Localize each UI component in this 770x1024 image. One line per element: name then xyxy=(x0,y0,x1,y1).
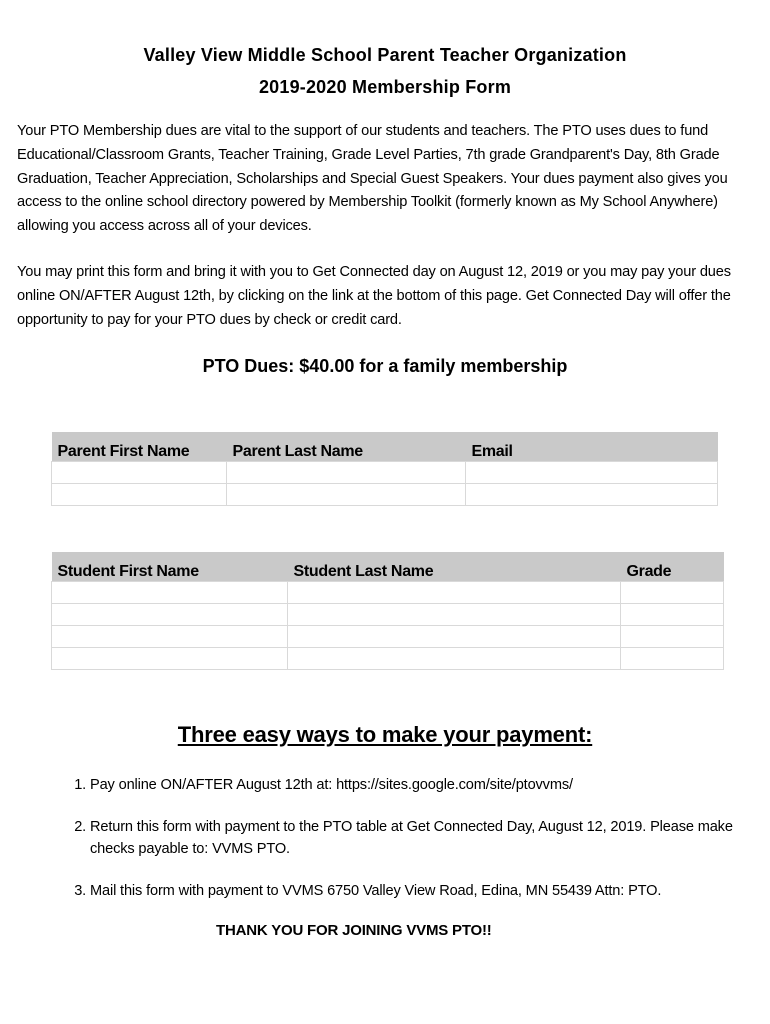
form-subtitle: 2019-2020 Membership Form xyxy=(258,77,512,97)
intro-paragraph-dues: Your PTO Membership dues are vital to the support of our students and teachers. The PTO uses dues to fund Educational/Classroom Grants, Teacher Training, Grade Level Parties, 7th grade Grandparent's Day, 8th Grade Graduation, Teacher Appreciation, Scholarships and Special Guest Speakers. Your dues payment also gives you access to the online school directory powered by Membership Toolkit (formerly known as My School Anywhere) allowing you access across all of your devices. xyxy=(17,123,728,235)
email-header: Email xyxy=(466,432,718,462)
table-row xyxy=(52,604,724,626)
table-row xyxy=(52,484,718,506)
parent-first-name-header: Parent First Name xyxy=(52,432,227,462)
intro-paragraph-instructions: You may print this form and bring it with you to Get Connected day on August 12, 2019 or you may pay your dues online ON/AFTER August 12th, by clicking on the link at the bottom of this page. Get Connected Day will offer the opportunity to pay for your PTO dues by check or credit card. xyxy=(17,264,731,328)
student-first-name-cell[interactable] xyxy=(52,582,288,604)
parent-last-name-header: Parent Last Name xyxy=(227,432,466,462)
student-first-name-cell[interactable] xyxy=(52,648,288,670)
table-row xyxy=(52,582,724,604)
thank-you-message: THANK YOU FOR JOINING VVMS PTO!! xyxy=(216,922,492,939)
student-last-name-cell[interactable] xyxy=(288,626,621,648)
payment-step-online: 1. Pay online ON/AFTER August 12th at: https://sites.google.com/site/ptovvms/ xyxy=(90,774,770,796)
student-first-name-header: Student First Name xyxy=(52,552,288,582)
payment-steps-list xyxy=(70,774,770,902)
grade-cell[interactable] xyxy=(621,626,724,648)
payment-step-mail: 3. Mail this form with payment to VVMS 6750 Valley View Road, Edina, MN 55439 Attn: PTO. xyxy=(90,880,770,902)
grade-cell[interactable] xyxy=(621,648,724,670)
student-last-name-cell[interactable] xyxy=(288,648,621,670)
parent-last-name-cell[interactable] xyxy=(227,484,466,506)
grade-cell[interactable] xyxy=(621,582,724,604)
payment-step-in-person: 2. Return this form with payment to the PTO table at Get Connected Day, August 12, 2019. Please make checks payable to: VVMS PTO. xyxy=(90,816,770,860)
student-info-table xyxy=(51,552,724,670)
page-title: Valley View Middle School Parent Teacher Organization xyxy=(143,45,627,65)
parent-first-name-cell[interactable] xyxy=(52,462,227,484)
student-last-name-cell[interactable] xyxy=(288,604,621,626)
table-row xyxy=(52,626,724,648)
payment-methods-heading: Three easy ways to make your payment: xyxy=(177,722,593,747)
student-last-name-header: Student Last Name xyxy=(288,552,621,582)
table-row xyxy=(52,462,718,484)
dues-amount-heading: PTO Dues: $40.00 for a family membership xyxy=(202,356,568,376)
table-header-row xyxy=(52,432,718,462)
student-last-name-cell[interactable] xyxy=(288,582,621,604)
parent-first-name-cell[interactable] xyxy=(52,484,227,506)
email-cell[interactable] xyxy=(466,462,718,484)
grade-cell[interactable] xyxy=(621,604,724,626)
grade-header: Grade xyxy=(621,552,724,582)
email-cell[interactable] xyxy=(466,484,718,506)
student-first-name-cell[interactable] xyxy=(52,604,288,626)
parent-last-name-cell[interactable] xyxy=(227,462,466,484)
parent-info-table xyxy=(51,432,718,506)
table-header-row xyxy=(52,552,724,582)
table-row xyxy=(52,648,724,670)
student-first-name-cell[interactable] xyxy=(52,626,288,648)
